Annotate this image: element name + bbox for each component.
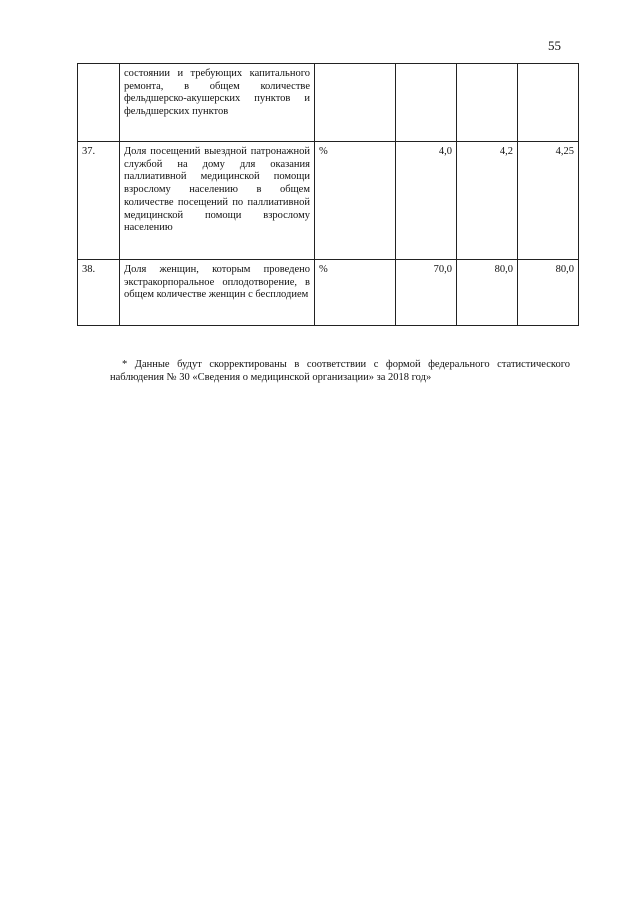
value-cell-1: 4,0 — [396, 142, 457, 260]
value-cell-1: 70,0 — [396, 260, 457, 326]
row-number — [78, 64, 120, 142]
unit-cell: % — [315, 142, 396, 260]
indicators-table — [77, 63, 579, 326]
indicator-name: Доля посещений выездной патронажной службой на дому для оказания паллиативной медицинской помощи взрослому населению в общем количестве посещений по паллиативной медицинской помощи взрослому населению — [120, 142, 315, 260]
row-number: 38. — [78, 260, 120, 326]
indicator-name: Доля женщин, которым проведено экстракорпоральное оплодотворение, в общем количестве женщин с бесплодием — [120, 260, 315, 326]
value-cell-1 — [396, 64, 457, 142]
unit-cell — [315, 64, 396, 142]
unit-cell: % — [315, 260, 396, 326]
value-cell-2 — [457, 64, 518, 142]
value-cell-3: 4,25 — [518, 142, 579, 260]
value-cell-3 — [518, 64, 579, 142]
table-row — [78, 64, 579, 142]
row-number: 37. — [78, 142, 120, 260]
table-row — [78, 260, 579, 326]
value-cell-2: 80,0 — [457, 260, 518, 326]
indicator-name: состоянии и требующих капитального ремонта, в общем количестве фельдшерско-акушерских пунктов и фельдшерских пунктов — [120, 64, 315, 142]
footnote: * Данные будут скорректированы в соответствии с формой федерального статистического наблюдения № 30 «Сведения о медицинской организации» за 2018 год» — [110, 358, 570, 383]
value-cell-2: 4,2 — [457, 142, 518, 260]
value-cell-3: 80,0 — [518, 260, 579, 326]
table-row — [78, 142, 579, 260]
page-number: 55 — [548, 38, 561, 53]
